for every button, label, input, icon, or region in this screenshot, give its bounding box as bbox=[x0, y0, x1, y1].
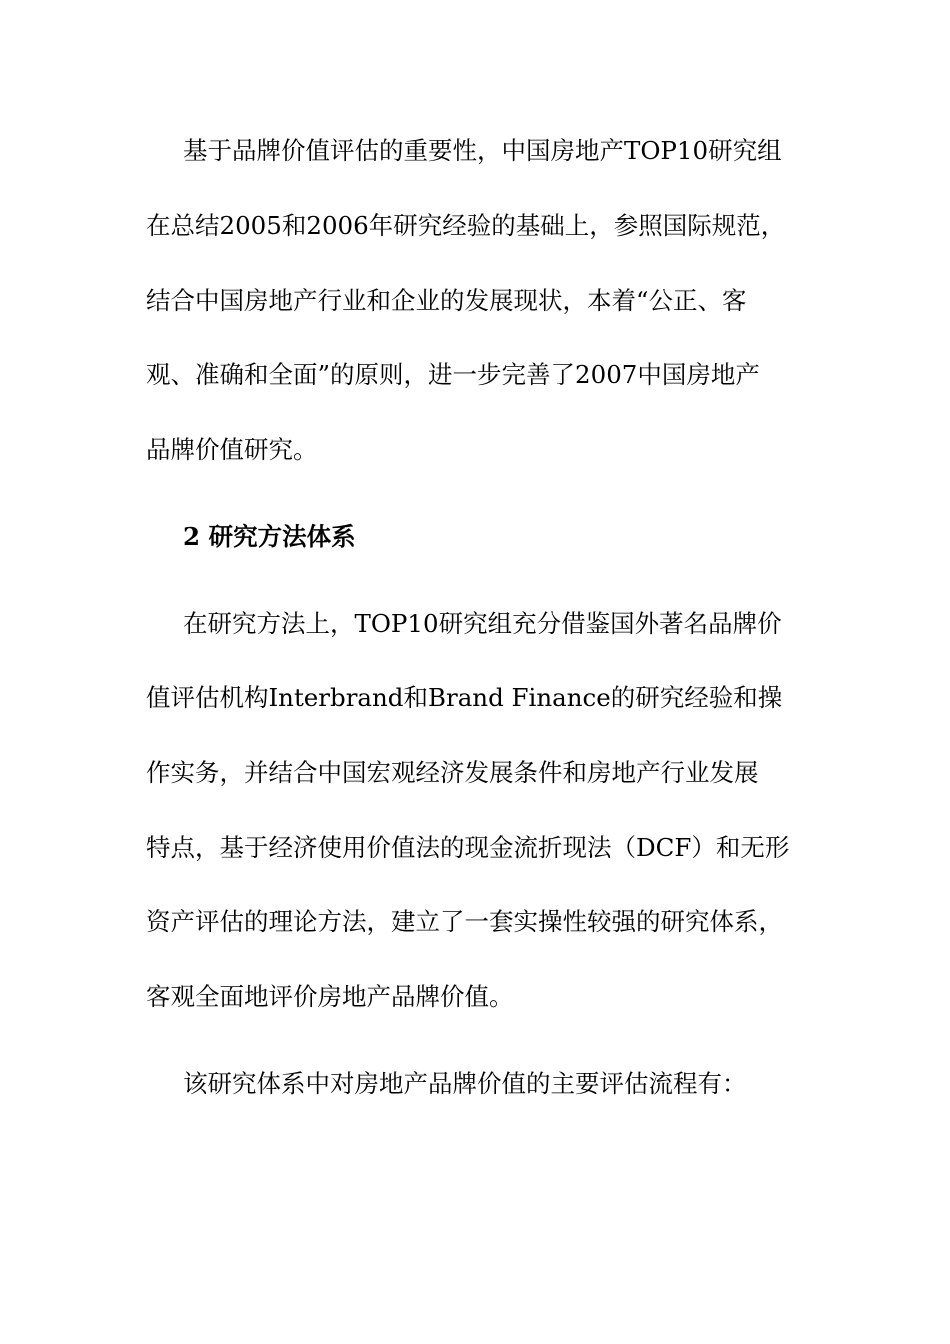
paragraph-line: 该研究体系中对房地产品牌价值的主要评估流程有： bbox=[183, 1069, 747, 1098]
paragraph-line: 在总结2005和2006年研究经验的基础上，参照国际规范， bbox=[146, 211, 786, 240]
paragraph-line: 品牌价值研究。 bbox=[146, 435, 318, 464]
paragraph-line: 在研究方法上，TOP10研究组充分借鉴国外著名品牌价 bbox=[183, 609, 782, 638]
section-heading: 2 研究方法体系 bbox=[183, 522, 356, 551]
paragraph-line: 客观全面地评价房地产品牌价值。 bbox=[146, 982, 514, 1011]
paragraph-line: 结合中国房地产行业和企业的发展现状，本着“公正、客 bbox=[146, 286, 747, 315]
paragraph-line: 作实务，并结合中国宏观经济发展条件和房地产行业发展 bbox=[146, 758, 759, 787]
paragraph-line: 观、准确和全面”的原则，进一步完善了2007中国房地产 bbox=[146, 360, 760, 389]
paragraph-line: 值评估机构Interbrand和Brand Finance的研究经验和操 bbox=[146, 683, 783, 712]
paragraph-line: 资产评估的理论方法，建立了一套实操性较强的研究体系， bbox=[146, 907, 783, 936]
paragraph-line: 特点，基于经济使用价值法的现金流折现法（DCF）和无形 bbox=[146, 833, 790, 862]
paragraph-line: 基于品牌价值评估的重要性，中国房地产TOP10研究组 bbox=[183, 136, 782, 165]
